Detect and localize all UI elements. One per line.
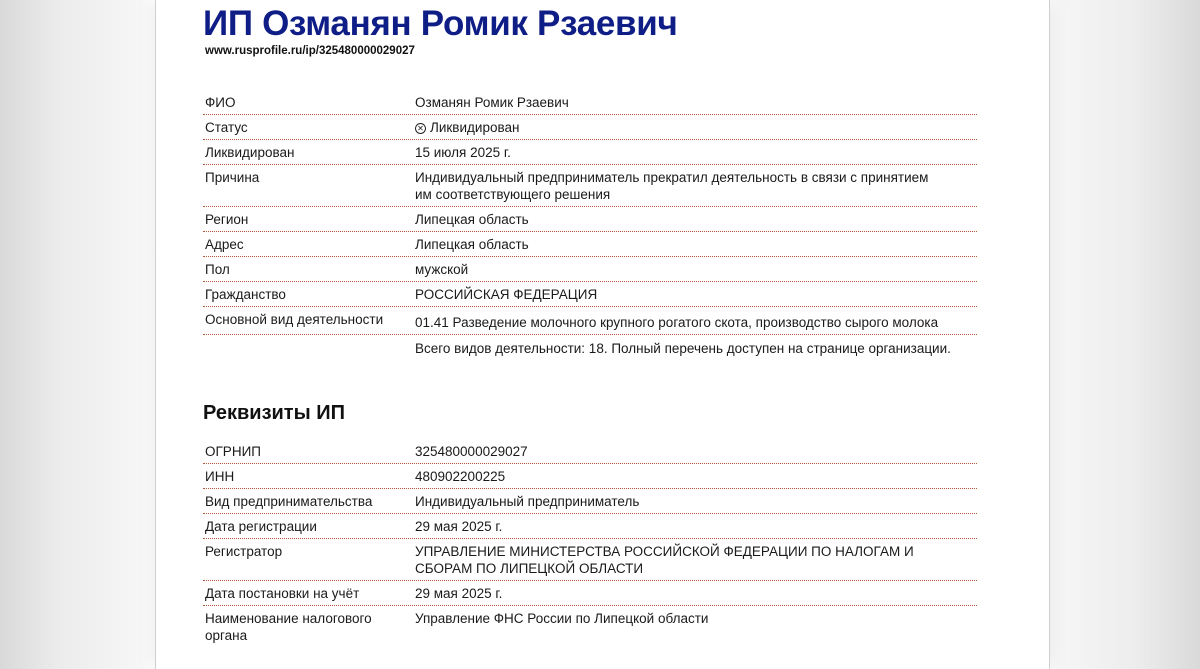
row-value: мужской — [415, 262, 469, 277]
row-value-status — [415, 115, 977, 139]
row-label: Регион — [205, 212, 249, 227]
table-row — [203, 539, 977, 581]
table-row — [203, 464, 977, 489]
row-label: Дата постановки на учёт — [205, 586, 360, 601]
table-row — [203, 232, 977, 257]
table-row — [203, 257, 977, 282]
requisites-table — [203, 439, 977, 647]
row-value: Липецкая область — [415, 212, 529, 227]
table-row — [203, 606, 977, 647]
row-value: РОССИЙСКАЯ ФЕДЕРАЦИЯ — [415, 287, 598, 302]
table-row — [203, 207, 977, 232]
table-row — [203, 335, 977, 360]
table-row — [203, 489, 977, 514]
row-value: Управление ФНС России по Липецкой области — [415, 611, 709, 626]
table-row — [203, 140, 977, 165]
row-label: Наименование налогового органа — [205, 611, 372, 643]
row-label: Статус — [205, 120, 248, 135]
requisites-heading: Реквизиты ИП — [203, 402, 345, 424]
row-label: ФИО — [205, 95, 236, 110]
row-value: 29 мая 2025 г. — [415, 586, 503, 601]
row-value: 15 июля 2025 г. — [415, 145, 511, 160]
row-label: Адрес — [205, 237, 244, 252]
row-value: Индивидуальный предприниматель прекратил деятельность в связи с принятием им соответствующего решения — [415, 170, 929, 202]
row-label: Дата регистрации — [205, 519, 317, 534]
table-row — [203, 514, 977, 539]
row-label: Регистратор — [205, 544, 283, 559]
document-page — [155, 0, 1050, 669]
status-text: Ликвидирован — [430, 120, 520, 135]
row-value: 480902200225 — [415, 469, 506, 484]
row-value: Липецкая область — [415, 237, 529, 252]
table-row — [203, 581, 977, 606]
row-label: Ликвидирован — [205, 145, 295, 160]
row-value: 29 мая 2025 г. — [415, 519, 503, 534]
row-label — [203, 335, 415, 360]
row-label: Причина — [205, 170, 260, 185]
table-row — [203, 439, 977, 464]
general-info-table — [203, 90, 977, 360]
row-value: Озманян Ромик Рзаевич — [415, 95, 569, 110]
row-label: Гражданство — [205, 287, 286, 302]
row-label: Пол — [205, 262, 230, 277]
row-label: Основной вид деятельности — [205, 312, 384, 327]
row-value: 325480000029027 — [415, 444, 528, 459]
activities-note[interactable]: Всего видов деятельности: 18. Полный перечень доступен на странице организации. — [415, 341, 951, 356]
row-value: УПРАВЛЕНИЕ МИНИСТЕРСТВА РОССИЙСКОЙ ФЕДЕРАЦИИ ПО НАЛОГАМ И СБОРАМ ПО ЛИПЕЦКОЙ ОБЛАСТИ — [415, 544, 914, 576]
table-row — [203, 115, 977, 140]
table-row — [203, 90, 977, 115]
liquidated-icon: ✕ — [415, 123, 426, 134]
row-label: ИНН — [205, 469, 235, 484]
source-url[interactable]: www.rusprofile.ru/ip/325480000029027 — [205, 45, 415, 57]
row-value: Индивидуальный предприниматель — [415, 494, 640, 509]
table-row — [203, 282, 977, 307]
page-title: ИП Озманян Ромик Рзаевич — [203, 4, 678, 43]
row-label: ОГРНИП — [205, 444, 261, 459]
table-row — [203, 307, 977, 335]
row-value: 01.41 Разведение молочного крупного рогатого скота, производство сырого молока — [415, 315, 939, 330]
row-label: Вид предпринимательства — [205, 494, 373, 509]
table-row — [203, 165, 977, 207]
